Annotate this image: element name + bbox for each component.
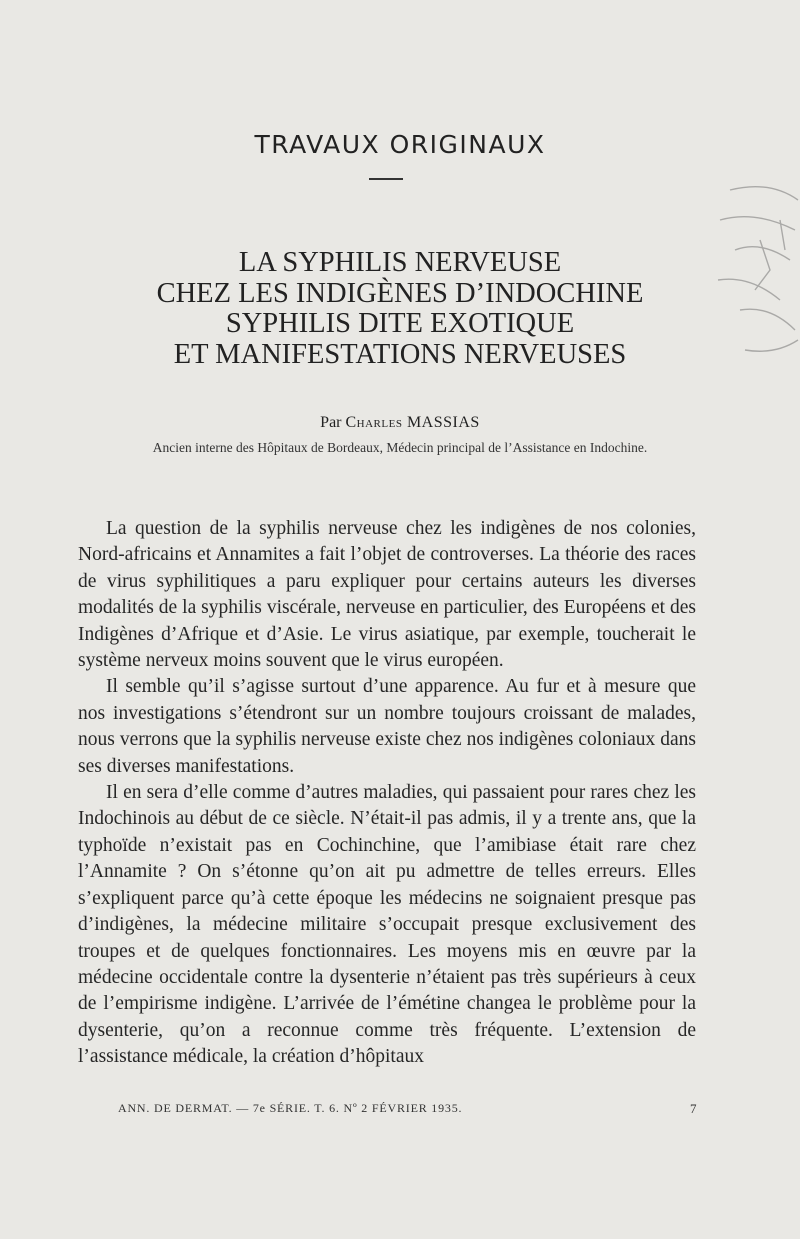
paragraph: La question de la syphilis nerveuse chez les indigènes de nos colonies, Nord-africains et Annamites a fait l’objet de controverses. La théorie des races de virus syphilitiques a paru expliquer pour certains auteurs les diverses modalités de la syphilis viscérale, nerveuse en particulier, des Européens et des Indigènes d’Afrique et d’Asie. Le virus asiatique, par exemple, toucherait le système nerveux moins souvent que le virus européen. bbox=[78, 518, 696, 672]
title-line: CHEZ LES INDIGÈNES D’INDOCHINE bbox=[156, 277, 644, 309]
paragraph: Il en sera d’elle comme d’autres maladies, qui passaient pour rares chez les Indochinois au début de ce siècle. N’était-il pas admis, il y a trente ans, que la typhoïde n’existait pas en Cochinchine, que l’amibiase était rare chez l’Annamite ? On s’étonne qu’on ait pu admettre de telles erreurs. Elles s’expliquent parce qu’à cette époque les médecins ne soignaient presque pas d’indigènes, la médecine militaire s’occupait presque exclusivement des troupes et de quelques fonctionnaires. Les moyens mis en œuvre par la médecine occidentale contre la dysenterie n’étaient pas très supérieurs à ceux de l’empirisme indigène. L’arrivée de l’émétine changea le problème pour la dysenterie, qu’on a reconnue comme très fréquente. L’extension de l’assistance médicale, la création d’hôpitaux bbox=[78, 782, 696, 1068]
author-affiliation: Ancien interne des Hôpitaux de Bordeaux, Médecin principal de l’Assistance en Indochine. bbox=[152, 440, 648, 455]
title-line: LA SYPHILIS NERVEUSE bbox=[238, 247, 562, 278]
author-byline bbox=[0, 414, 800, 432]
byline-prefix: Par bbox=[320, 414, 342, 431]
title-line: ET MANIFESTATIONS NERVEUSES bbox=[173, 338, 627, 370]
title-line: SYPHILIS DITE EXOTIQUE bbox=[225, 308, 575, 339]
journal-footer: ANN. DE DERMAT. — 7e SÉRIE. T. 6. Nº 2 FÉVRIER 1935. bbox=[118, 1101, 463, 1115]
paragraph: Il semble qu’il s’agisse surtout d’une apparence. Au fur et à mesure que nos investigations s’étendront sur un nombre toujours croissant de malades, nous verrons que la syphilis nerveuse existe chez nos indigènes coloniaux dans ses diverses manifestations. bbox=[78, 676, 696, 777]
author-name: Charles MASSIAS bbox=[345, 414, 480, 431]
heading-divider bbox=[369, 178, 403, 180]
article-body bbox=[78, 516, 696, 1071]
page-number: 7 bbox=[690, 1101, 697, 1116]
section-heading: TRAVAUX ORIGINAUX bbox=[254, 130, 546, 159]
article-title bbox=[0, 248, 800, 370]
